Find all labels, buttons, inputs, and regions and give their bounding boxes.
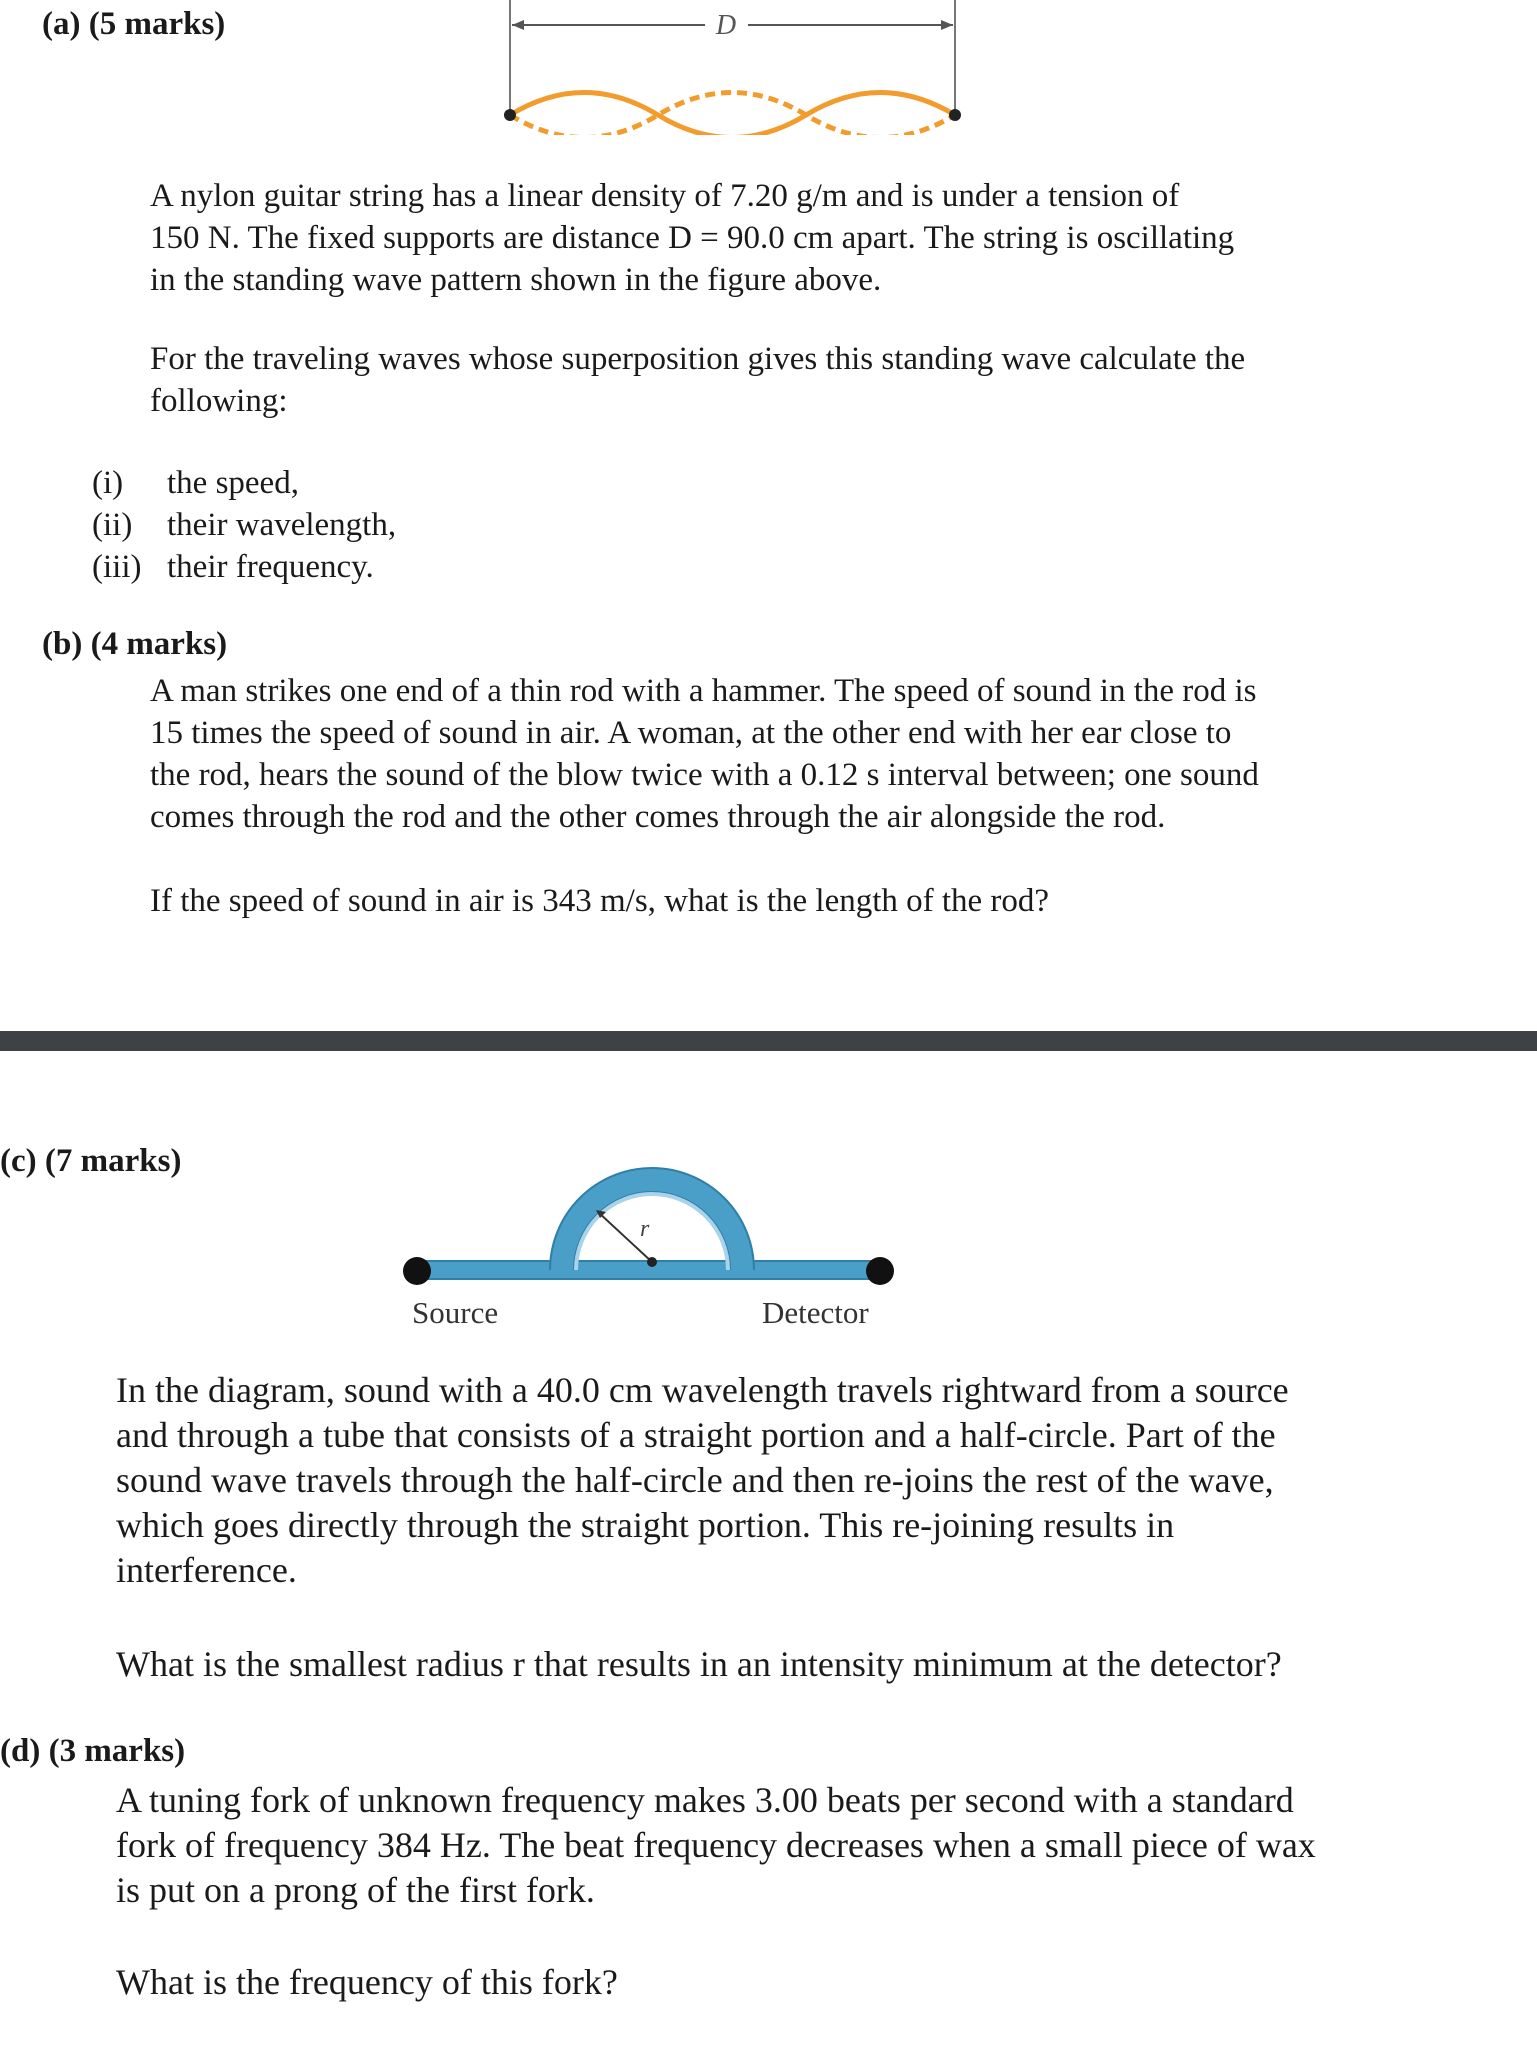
page-divider <box>0 1031 1537 1051</box>
dimension-arrow-left-icon <box>512 20 524 30</box>
center-dot <box>647 1257 657 1267</box>
tube-figure <box>390 1160 910 1340</box>
list-item-text: their frequency. <box>167 549 374 585</box>
text-line: 15 times the speed of sound in air. A woman, at the other end with her ear close to <box>150 715 1232 751</box>
list-item-text: the speed, <box>167 465 299 501</box>
radius-label: r <box>640 1216 650 1242</box>
part-c-question: What is the smallest radius r that results in an intensity minimum at the detector? <box>116 1644 1282 1684</box>
standing-wave-figure <box>490 0 980 135</box>
text-line: the rod, hears the sound of the blow twice with a 0.12 s interval between; one sound <box>150 757 1259 793</box>
part-a-heading: (a) (5 marks) <box>42 6 226 42</box>
list-item-number: (iii) <box>92 549 142 585</box>
text-line: A tuning fork of unknown frequency makes 3.00 beats per second with a standard <box>116 1780 1294 1820</box>
text-line: sound wave travels through the half-circle and then re-joins the rest of the wave, <box>116 1460 1274 1500</box>
part-b-question: If the speed of sound in air is 343 m/s, what is the length of the rod? <box>150 883 1050 919</box>
wave-dashed <box>510 93 955 136</box>
list-item-number: (ii) <box>92 507 133 543</box>
list-item <box>92 462 396 504</box>
straight-tube <box>417 1261 877 1279</box>
text-line: For the traveling waves whose superposition gives this standing wave calculate the <box>150 341 1246 377</box>
text-line: A nylon guitar string has a linear density of 7.20 g/m and is under a tension of <box>150 178 1180 214</box>
text-line: in the standing wave pattern shown in the figure above. <box>150 262 882 298</box>
wave-solid <box>510 93 955 136</box>
list-item <box>92 546 396 588</box>
dimension-arrow-right-icon <box>941 20 953 30</box>
text-line: comes through the rod and the other comes through the air alongside the rod. <box>150 799 1166 835</box>
text-line: interference. <box>116 1550 297 1590</box>
part-d-question: What is the frequency of this fork? <box>116 1962 618 2002</box>
list-item <box>92 504 396 546</box>
text-line: A man strikes one end of a thin rod with a hammer. The speed of sound in the rod is <box>150 673 1257 709</box>
part-d-paragraph-1 <box>116 1778 1316 1913</box>
text-line: and through a tube that consists of a straight portion and a half-circle. Part of the <box>116 1415 1276 1455</box>
text-line: which goes directly through the straight portion. This re-joining results in <box>116 1505 1175 1545</box>
text-line: following: <box>150 383 288 419</box>
source-label: Source <box>412 1295 499 1330</box>
source-dot <box>403 1257 431 1285</box>
text-line: 150 N. The fixed supports are distance D = 90.0 cm apart. The string is oscillating <box>150 220 1235 256</box>
list-item-number: (i) <box>92 465 124 501</box>
detector-label: Detector <box>762 1295 869 1330</box>
part-b-heading: (b) (4 marks) <box>42 626 228 662</box>
text-line: is put on a prong of the first fork. <box>116 1870 595 1910</box>
part-a-paragraph-2 <box>150 338 1245 422</box>
detector-dot <box>866 1257 894 1285</box>
part-c-paragraph-1 <box>116 1368 1289 1593</box>
list-item-text: their wavelength, <box>167 507 397 543</box>
part-a-question-list <box>92 462 396 588</box>
part-d-heading: (d) (3 marks) <box>0 1733 186 1769</box>
text-line: In the diagram, sound with a 40.0 cm wavelength travels rightward from a source <box>116 1370 1289 1410</box>
part-b-paragraph-1 <box>150 670 1259 838</box>
dimension-label-d: D <box>715 10 737 41</box>
text-line: fork of frequency 384 Hz. The beat frequency decreases when a small piece of wax <box>116 1825 1316 1865</box>
part-c-heading: (c) (7 marks) <box>0 1143 182 1179</box>
part-a-paragraph-1 <box>150 175 1234 301</box>
right-support-dot <box>949 109 961 121</box>
left-support-dot <box>504 109 516 121</box>
